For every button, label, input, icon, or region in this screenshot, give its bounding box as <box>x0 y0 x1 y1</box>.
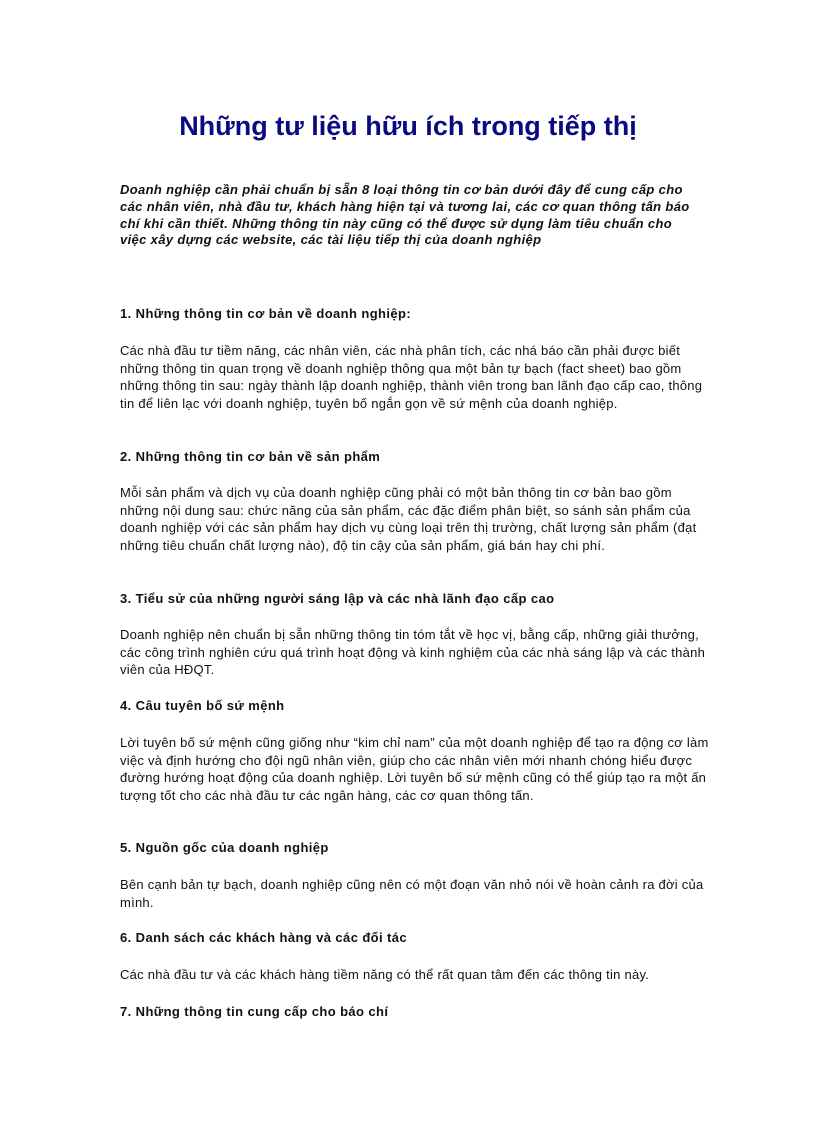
section-7 <box>120 1003 710 1020</box>
section-4 <box>120 697 710 714</box>
section-6-body <box>120 966 710 984</box>
section-4-body <box>120 734 710 804</box>
section-6 <box>120 929 710 946</box>
section-paragraph: Mỗi sản phẩm và dịch vụ của doanh nghiệp cũng phải có một bản thông tin cơ bản bao gồm những nội dung sau: chức năng của sản phẩm, các đặc điểm phân biệt, so sánh sản phẩm của doanh nghiệp với các sản phẩm hay dịch vụ cùng loại trên thị trường, chất lượng sản phẩm (đạt những tiêu chuẩn chất lượng nào), độ tin cậy của sản phẩm, giá bán hay chi phí. <box>120 485 697 553</box>
section-1-body <box>120 342 710 412</box>
section-heading: 6. Danh sách các khách hàng và các đối tác <box>120 930 408 945</box>
section-heading: 1. Những thông tin cơ bản về doanh nghiệp: <box>120 306 412 321</box>
section-paragraph: Bên cạnh bản tự bạch, doanh nghiệp cũng nên có một đoạn văn nhỏ nói về hoàn cảnh ra đời của mình. <box>120 877 704 910</box>
section-heading: 7. Những thông tin cung cấp cho báo chí <box>120 1004 389 1019</box>
section-3 <box>120 590 710 607</box>
section-paragraph: Các nhà đầu tư tiềm năng, các nhân viên, các nhà phân tích, các nhá báo cần phải được biết những thông tin quan trọng về doanh nghiệp thông qua một bản tự bạch (fact sheet) bao gồm những thông tin sau: ngày thành lập doanh nghiệp, thành viên trong ban lãnh đạo cấp cao, thông tin để liên lạc với doanh nghiệp, tuyên bố ngắn gọn về sứ mệnh của doanh nghiệp. <box>120 343 703 411</box>
section-3-body <box>120 626 710 679</box>
section-heading: 5. Nguồn gốc của doanh nghiệp <box>120 840 329 855</box>
section-heading: 2. Những thông tin cơ bản về sản phẩm <box>120 449 381 464</box>
section-heading: 3. Tiểu sử của những người sáng lập và các nhà lãnh đạo cấp cao <box>120 591 555 606</box>
document-title: Những tư liệu hữu ích trong tiếp thị <box>179 111 637 141</box>
section-1 <box>120 305 710 322</box>
section-heading: 4. Câu tuyên bố sứ mệnh <box>120 698 285 713</box>
section-2-body <box>120 484 710 554</box>
section-paragraph: Các nhà đầu tư và các khách hàng tiềm năng có thể rất quan tâm đến các thông tin này. <box>120 967 650 982</box>
section-5-body <box>120 876 710 911</box>
section-2 <box>120 448 710 465</box>
intro-paragraph: Doanh nghiệp cần phải chuẩn bị sẵn 8 loại thông tin cơ bản dưới đây để cung cấp cho các nhân viên, nhà đầu tư, khách hàng hiện tại và tương lai, các cơ quan thông tấn báo chí khi cần thiết. Những thông tin này cũng có thể được sử dụng làm tiêu chuẩn cho việc xây dựng các website, các tài liệu tiếp thị của doanh nghiệp <box>120 182 690 248</box>
section-paragraph: Lời tuyên bố sứ mệnh cũng giống như “kim chỉ nam” của một doanh nghiệp để tạo ra động cơ làm việc và định hướng cho đội ngũ nhân viên, giúp cho các nhân viên mới nhanh chóng hiểu được đường hướng hoạt động của doanh nghiệp. Lời tuyên bố sứ mệnh cũng có thể giúp tạo ra một ấn tượng tốt cho các nhà đầu tư các ngân hàng, các cơ quan thông tấn. <box>120 735 709 803</box>
section-paragraph: Doanh nghiệp nên chuẩn bị sẵn những thông tin tóm tắt về học vị, bằng cấp, những giải thưởng, các công trình nghiên cứu quá trình hoạt động và kinh nghiệm của các nhà sáng lập và các thành viên của HĐQT. <box>120 627 706 678</box>
section-5 <box>120 839 710 856</box>
